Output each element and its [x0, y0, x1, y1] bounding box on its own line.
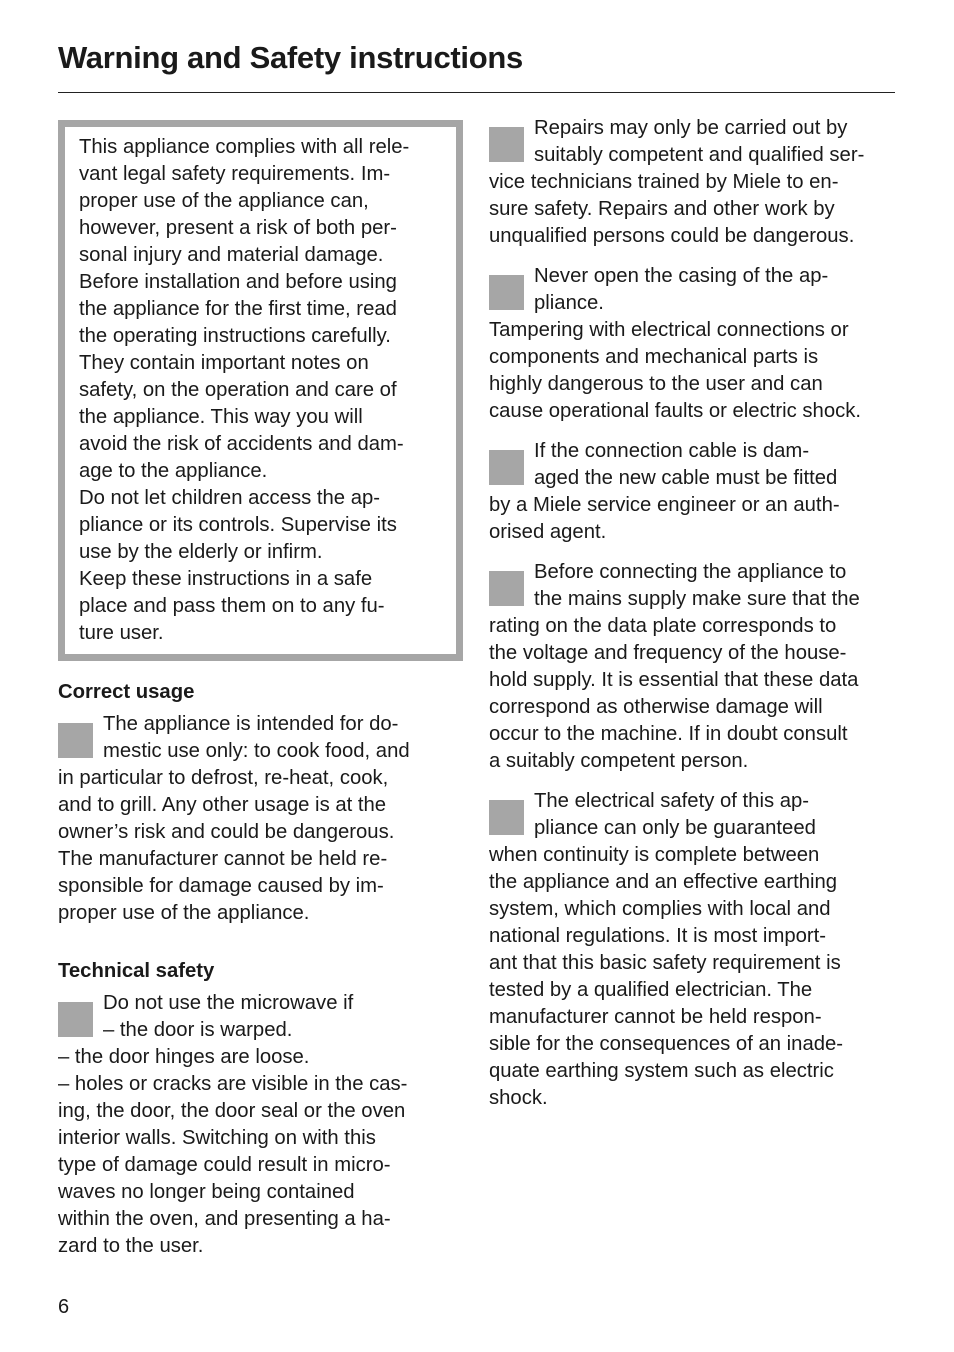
- paragraph-line: the voltage and frequency of the house-: [489, 642, 847, 664]
- intro-line: safety, on the operation and care of: [79, 379, 397, 401]
- paragraph-line: orised agent.: [489, 521, 607, 543]
- paragraph-line: cause operational faults or electric shock.: [489, 400, 862, 422]
- intro-line: pliance or its controls. Supervise its: [79, 514, 397, 536]
- intro-line: Do not let children access the ap-: [79, 487, 381, 509]
- paragraph-line: tested by a qualified electrician. The: [489, 979, 813, 1001]
- paragraph-line: owner’s risk and could be dangerous.: [58, 821, 395, 843]
- intro-line: They contain important notes on: [79, 352, 369, 374]
- intro-line: This appliance complies with all rele-: [79, 136, 410, 158]
- paragraph-line: in particular to defrost, re-heat, cook,: [58, 767, 389, 789]
- paragraph-line: mestic use only: to cook food, and: [103, 740, 410, 762]
- paragraph-line: sure safety. Repairs and other work by: [489, 198, 835, 220]
- paragraph-line: ant that this basic safety requirement is: [489, 952, 841, 974]
- paragraph-line: shock.: [489, 1087, 548, 1109]
- paragraph-line: zard to the user.: [58, 1235, 204, 1257]
- paragraph-line: within the oven, and presenting a ha-: [58, 1208, 391, 1230]
- paragraph-line: Tampering with electrical connections or: [489, 319, 849, 341]
- paragraph-line: when continuity is complete between: [489, 844, 820, 866]
- paragraph-line: manufacturer cannot be held respon-: [489, 1006, 822, 1028]
- paragraph-line: quate earthing system such as electric: [489, 1060, 834, 1082]
- intro-line: place and pass them on to any fu-: [79, 595, 385, 617]
- bullet-marker: [489, 571, 524, 606]
- bullet-marker: [489, 450, 524, 485]
- bullet-marker: [489, 275, 524, 310]
- paragraph-line: Before connecting the appliance to: [534, 561, 847, 583]
- paragraph-line: the appliance and an effective earthing: [489, 871, 838, 893]
- paragraph-line: correspond as otherwise damage will: [489, 696, 823, 718]
- intro-line: however, present a risk of both per-: [79, 217, 397, 239]
- paragraph-line: Never open the casing of the ap-: [534, 265, 829, 287]
- paragraph-line: national regulations. It is most import-: [489, 925, 827, 947]
- paragraph-line: ing, the door, the door seal or the oven: [58, 1100, 406, 1122]
- paragraph-line: The manufacturer cannot be held re-: [58, 848, 388, 870]
- paragraph-line: sible for the consequences of an inade-: [489, 1033, 844, 1055]
- technical-safety-paragraph: [58, 990, 464, 1260]
- paragraph-line: hold supply. It is essential that these data: [489, 669, 859, 691]
- intro-line: age to the appliance.: [79, 460, 268, 482]
- paragraph-line: rating on the data plate corresponds to: [489, 615, 837, 637]
- spacer: [58, 927, 464, 940]
- intro-line: the appliance for the first time, read: [79, 298, 397, 320]
- paragraph-line: the mains supply make sure that the: [534, 588, 860, 610]
- intro-line: the operating instructions carefully.: [79, 325, 391, 347]
- paragraph-line: by a Miele service engineer or an auth-: [489, 494, 840, 516]
- paragraph-line: The electrical safety of this ap-: [534, 790, 810, 812]
- paragraph-line: pliance.: [534, 292, 604, 314]
- intro-line: proper use of the appliance can,: [79, 190, 369, 212]
- paragraph-line: and to grill. Any other usage is at the: [58, 794, 387, 816]
- intro-line: Keep these instructions in a safe: [79, 568, 373, 590]
- paragraph-line: proper use of the appliance.: [58, 902, 310, 924]
- paragraph-line: aged the new cable must be fitted: [534, 467, 838, 489]
- paragraph-line: The appliance is intended for do-: [103, 713, 399, 735]
- paragraph-line: waves no longer being contained: [58, 1181, 355, 1203]
- paragraph-line: pliance can only be guaranteed: [534, 817, 816, 839]
- mains-paragraph: [489, 559, 895, 775]
- spacer: [489, 775, 895, 788]
- paragraph-line: unqualified persons could be dangerous.: [489, 225, 855, 247]
- paragraph-line: type of damage could result in micro-: [58, 1154, 391, 1176]
- paragraph-line: If the connection cable is dam-: [534, 440, 810, 462]
- earthing-paragraph: [489, 788, 895, 1112]
- intro-line: vant legal safety requirements. Im-: [79, 163, 391, 185]
- right-column: [489, 115, 895, 1112]
- repairs-paragraph: [489, 115, 895, 250]
- intro-line: ture user.: [79, 622, 164, 644]
- paragraph-line: – the door hinges are loose.: [58, 1046, 310, 1068]
- intro-line: avoid the risk of accidents and dam-: [79, 433, 404, 455]
- page-number: 6: [58, 1296, 70, 1318]
- paragraph-line: Do not use the microwave if: [103, 992, 354, 1014]
- spacer: [489, 425, 895, 438]
- paragraph-line: interior walls. Switching on with this: [58, 1127, 376, 1149]
- paragraph-line: system, which complies with local and: [489, 898, 831, 920]
- paragraph-line: suitably competent and qualified ser-: [534, 144, 865, 166]
- bullet-marker: [58, 723, 93, 758]
- paragraph-line: – the door is warped.: [103, 1019, 293, 1041]
- correct-usage-paragraph: [58, 711, 464, 927]
- spacer: [489, 546, 895, 559]
- paragraph-line: sponsible for damage caused by im-: [58, 875, 384, 897]
- paragraph-line: vice technicians trained by Miele to en-: [489, 171, 839, 193]
- correct-usage-heading: Correct usage: [58, 681, 195, 703]
- cable-paragraph: [489, 438, 895, 546]
- title-divider: [58, 92, 895, 93]
- paragraph-line: occur to the machine. If in doubt consult: [489, 723, 848, 745]
- intro-notice-box: [58, 120, 463, 661]
- paragraph-line: – holes or cracks are visible in the cas-: [58, 1073, 408, 1095]
- bullet-marker: [489, 800, 524, 835]
- intro-line: use by the elderly or infirm.: [79, 541, 323, 563]
- technical-safety-heading: Technical safety: [58, 960, 215, 982]
- paragraph-line: highly dangerous to the user and can: [489, 373, 823, 395]
- intro-line: the appliance. This way you will: [79, 406, 363, 428]
- intro-line: Before installation and before using: [79, 271, 397, 293]
- left-column: [58, 120, 464, 1260]
- paragraph-line: Repairs may only be carried out by: [534, 117, 848, 139]
- casing-paragraph: [489, 263, 895, 425]
- spacer: [489, 250, 895, 263]
- intro-line: sonal injury and material damage.: [79, 244, 384, 266]
- bullet-marker: [489, 127, 524, 162]
- paragraph-line: a suitably competent person.: [489, 750, 749, 772]
- paragraph-line: components and mechanical parts is: [489, 346, 819, 368]
- page-title: Warning and Safety instructions: [58, 40, 523, 75]
- bullet-marker: [58, 1002, 93, 1037]
